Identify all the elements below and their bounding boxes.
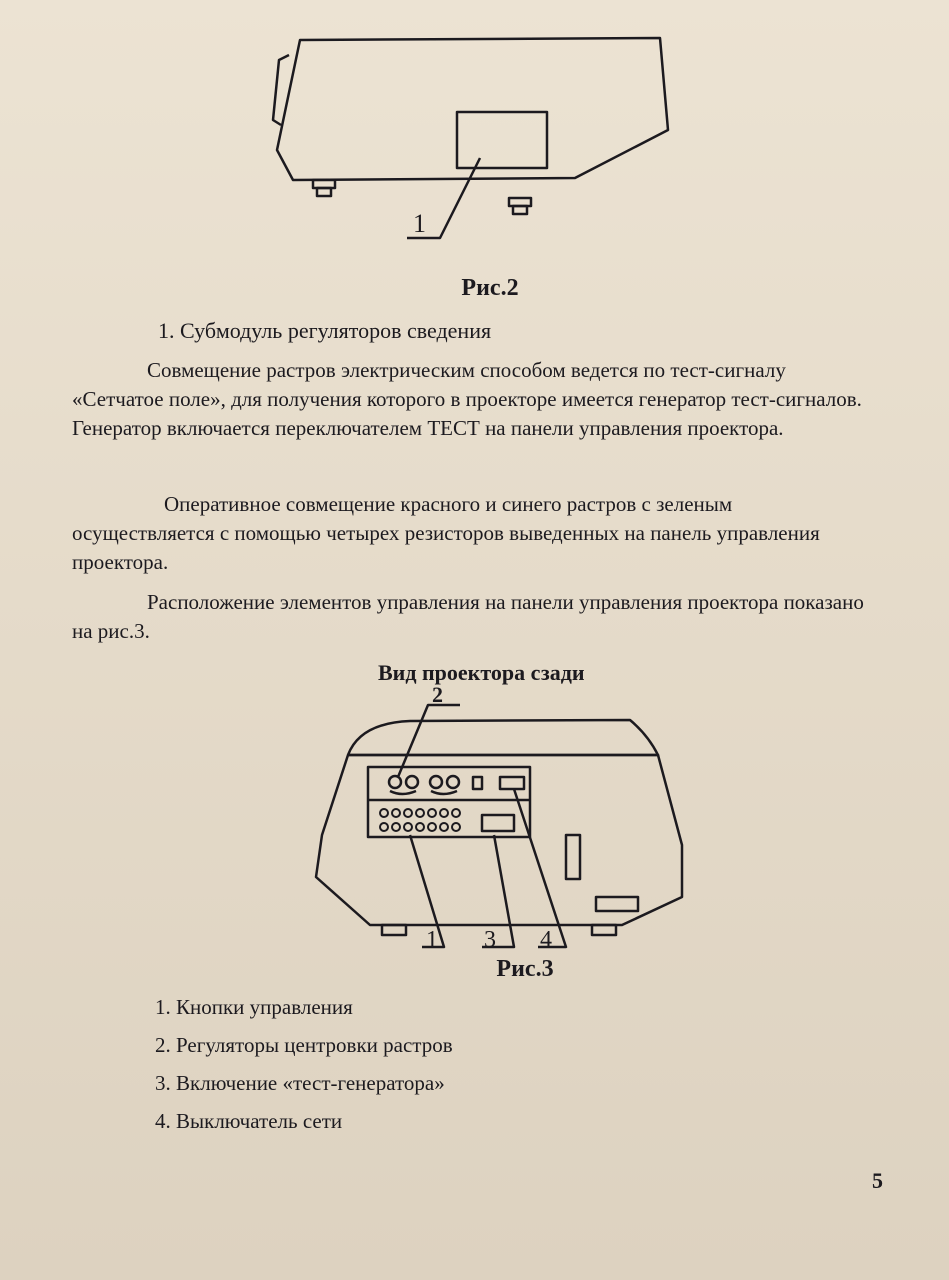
legend-item: 1. Кнопки управления: [155, 995, 353, 1019]
figure-3-callout-4: 4: [540, 927, 552, 953]
legend-item: 3. Включение «тест-генератора»: [155, 1071, 445, 1095]
figure-2-drawing: [265, 30, 685, 250]
figure-2-callout-1: 1: [413, 209, 426, 238]
page-number: 5: [872, 1168, 883, 1193]
figure-3-callout-3: 3: [484, 927, 496, 953]
legend-item: 4. Выключатель сети: [155, 1109, 343, 1133]
legend-item: 2. Регуляторы центровки растров: [155, 1033, 453, 1057]
paragraph-1: Совмещение растров электрическим способом ведется по тест-сигналу «Сетчатое поле», для получения которого в проекторе имеется генератор тест-сигналов. Генератор включается переключателем ТЕСТ на панели управления проектора.: [72, 358, 862, 440]
section-heading: 1. Субмодуль регуляторов сведения: [158, 318, 492, 343]
figure-3-title: Вид проектора сзади: [378, 660, 585, 685]
paragraph-3: Расположение элементов управления на панели управления проектора показано на рис.3.: [72, 590, 864, 643]
figure-3-drawing: [310, 685, 690, 965]
figure-3-legend: [155, 988, 453, 1140]
figure-2-caption: Рис.2: [461, 275, 519, 301]
figure-3-caption: Рис.3: [496, 956, 554, 982]
regulator-knob: [389, 776, 401, 788]
paragraph-2: Оперативное совмещение красного и синего растров с зеленым осуществляется с помощью четырех резисторов выведенных на панель управления проектора.: [72, 492, 820, 574]
figure-3-callout-1: 1: [426, 927, 438, 953]
figure-3-callout-2: 2: [432, 685, 443, 707]
